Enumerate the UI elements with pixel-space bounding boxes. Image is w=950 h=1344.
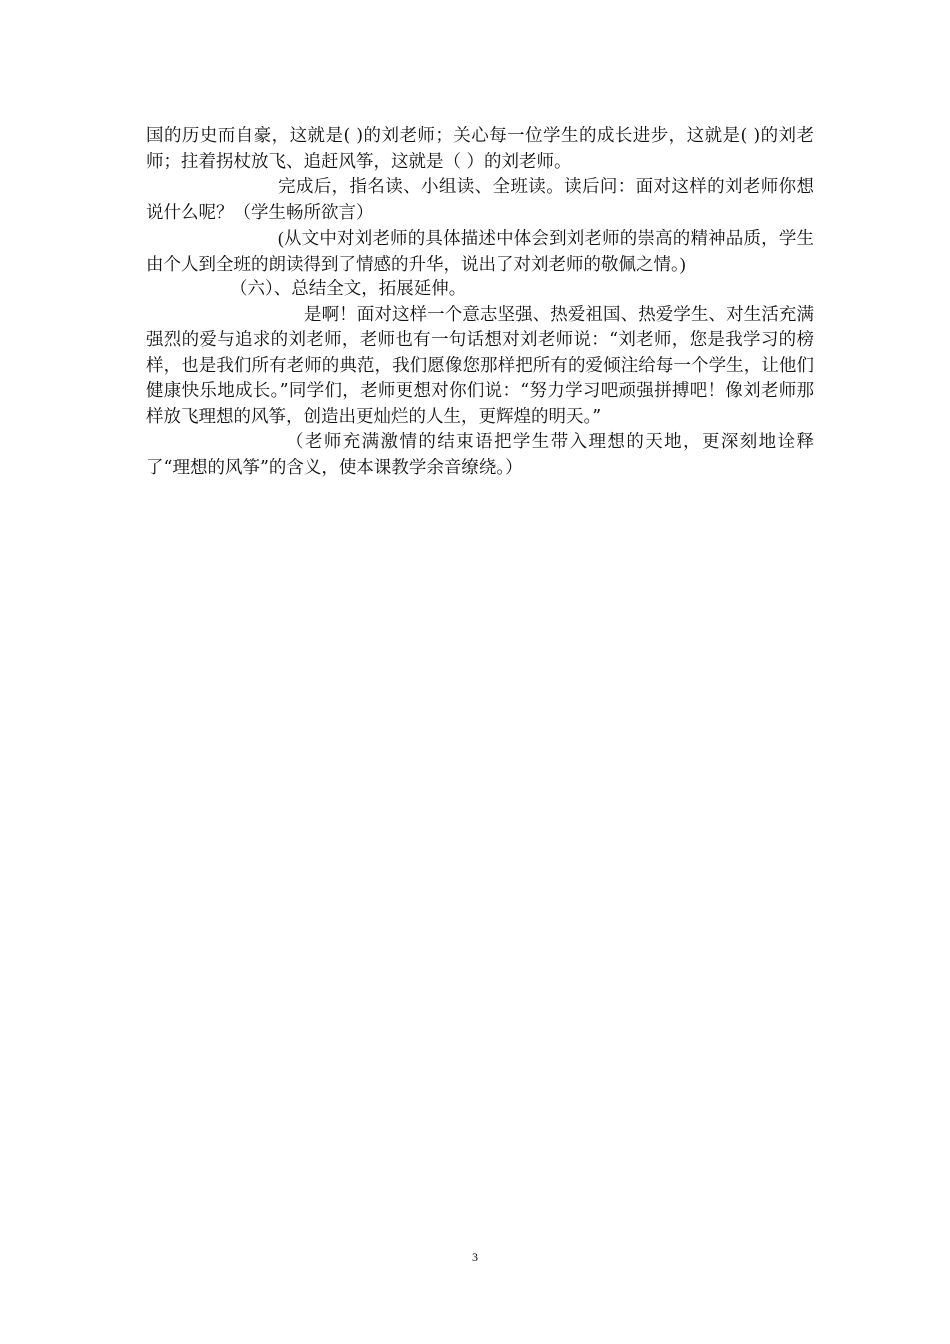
paragraph-teaching-note: (从文中对刘老师的具体描述中体会到刘老师的崇高的精神品质，学生由个人到全班的朗读得到了情感的升华，说出了对刘老师的敬佩之情。): [146, 228, 814, 274]
paragraph-liu-teacher-summary: 国的历史而自豪，这就是( )的刘老师；关心每一位学生的成长进步，这就是( )的刘老师；拄着拐杖放飞、追赶风筝，这就是（ ）的刘老师。: [146, 126, 814, 172]
paragraph-reading-activity: 完成后，指名读、小组读、全班读。读后问：面对这样的刘老师你想说什么呢？（学生畅所欲言）: [146, 177, 814, 223]
page-number: 3: [472, 1250, 478, 1264]
paragraph-closing-speech: 是啊！面对这样一个意志坚强、热爱祖国、热爱学生、对生活充满强烈的爱与追求的刘老师，老师也有一句话想对刘老师说：“刘老师，您是我学习的榜样，也是我们所有老师的典范，我们愿像您那样把所有的爱倾注给每一个学生，让他们健康快乐地成长。”同学们，老师更想对你们说：“努力学习吧顽强拼搏吧！像刘老师那样放飞理想的风筝，创造出更灿烂的人生，更辉煌的明天。”: [146, 304, 814, 427]
paragraph-closing-note: （老师充满激情的结束语把学生带入理想的天地，更深刻地诠释了“理想的风筝”的含义，使本课教学余音缭绕。）: [146, 432, 814, 478]
document-body: [146, 124, 814, 481]
section-heading-conclusion: （六）、总结全文，拓展延伸。: [230, 279, 467, 299]
